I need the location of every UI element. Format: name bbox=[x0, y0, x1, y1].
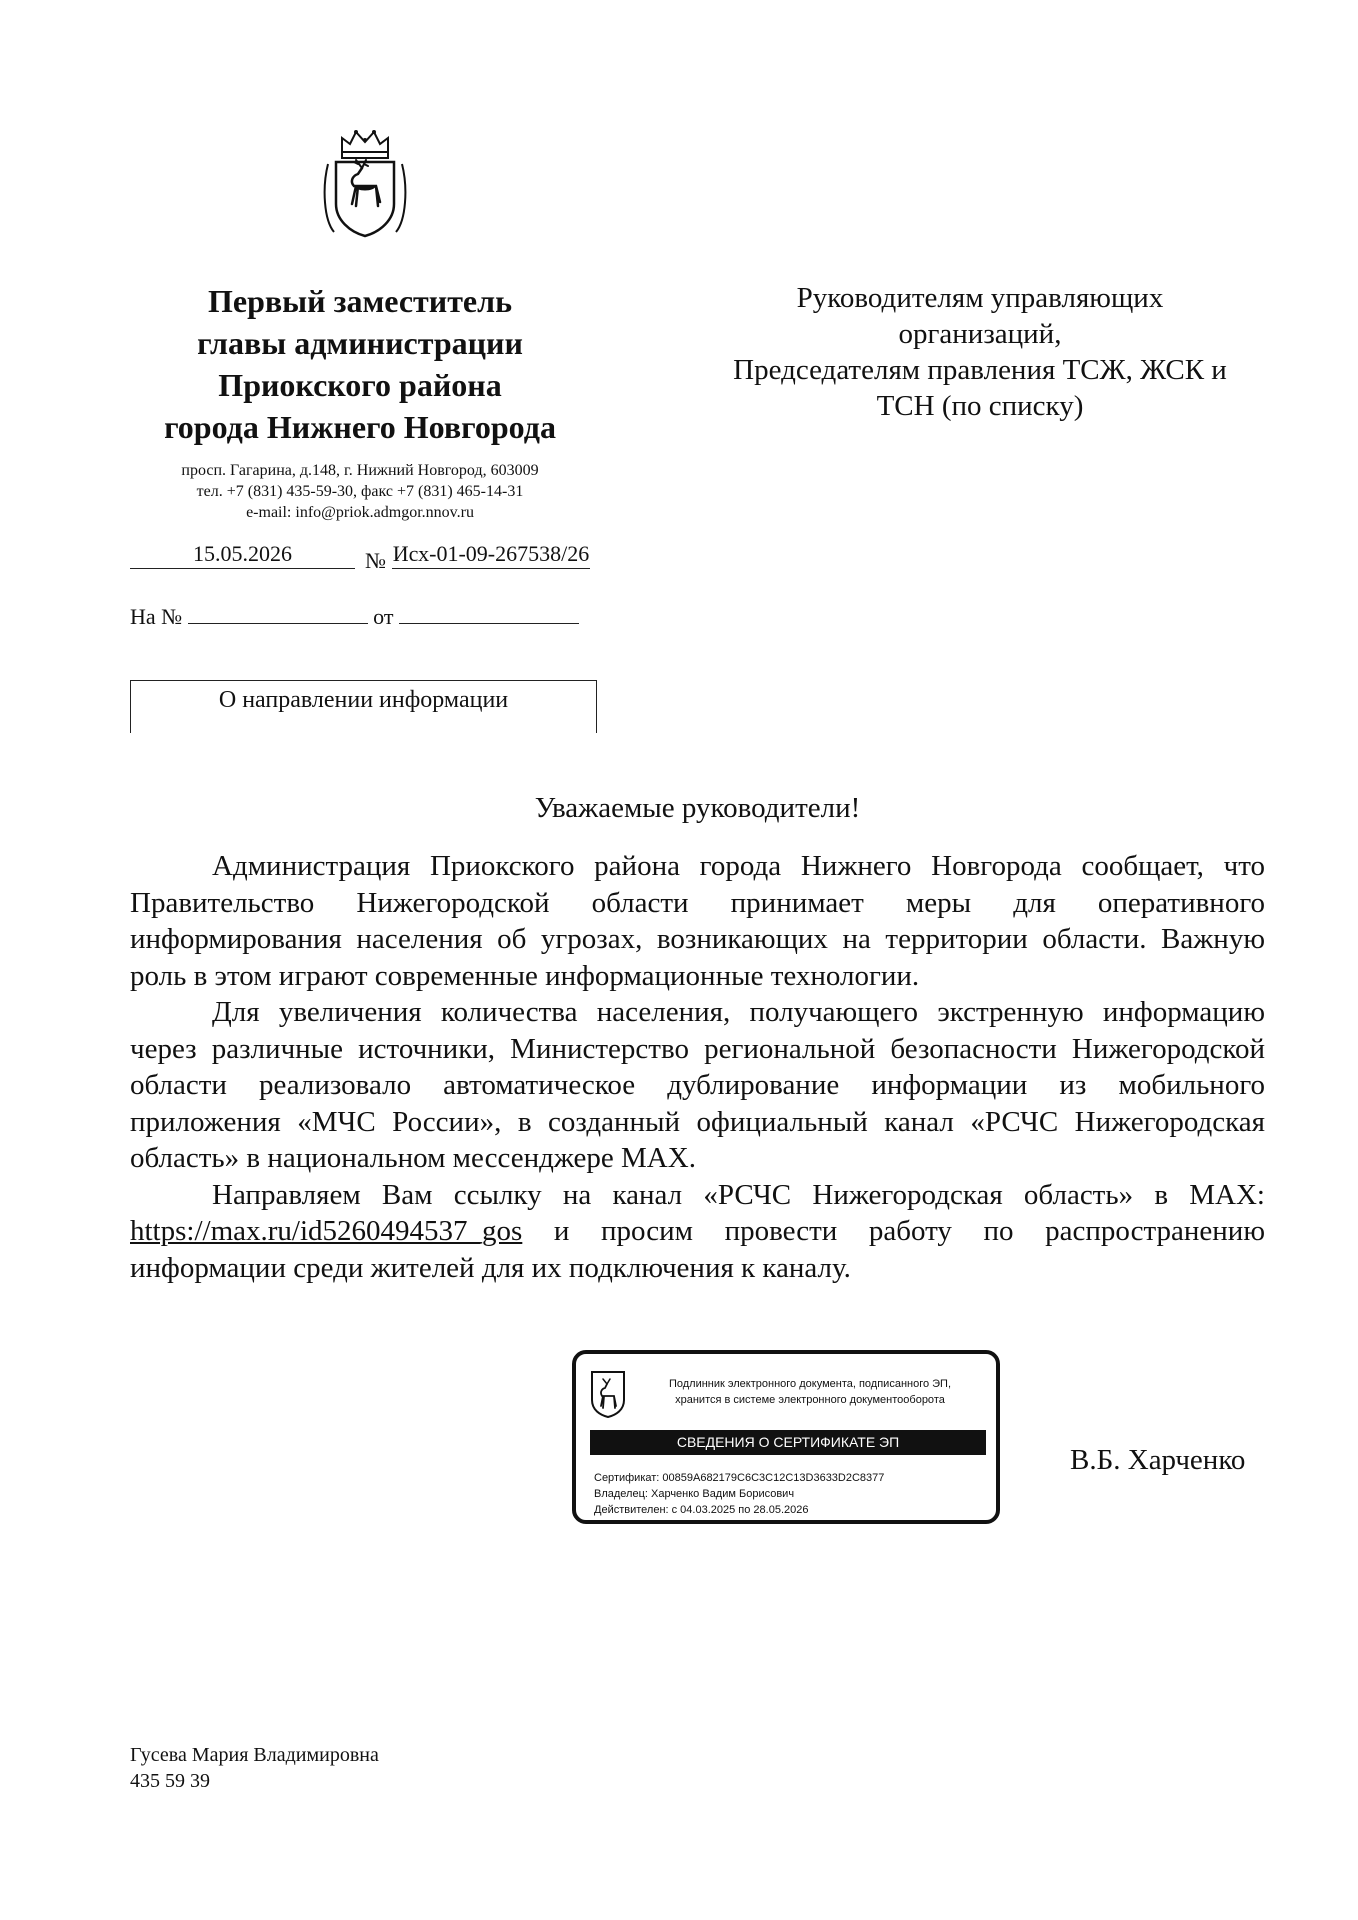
body-paragraph bbox=[130, 994, 1265, 1177]
sender-phones: тел. +7 (831) 435-59-30, факс +7 (831) 465-14-31 bbox=[196, 483, 524, 500]
certificate-owner: Владелец: Харченко Вадим Борисович bbox=[594, 1488, 795, 1500]
coat-of-arms-icon bbox=[590, 1370, 626, 1418]
body-paragraph-text: и просим провести работу по распространению информации среди жителей для их подключения к каналу. bbox=[130, 1215, 1265, 1284]
reference-from: от bbox=[373, 604, 394, 629]
channel-link[interactable]: https://max.ru/id5260494537_gos bbox=[130, 1215, 523, 1247]
reference-line bbox=[130, 603, 579, 631]
sender-title-line: Приокского района bbox=[218, 367, 502, 403]
body-paragraph: Администрация Приокского района города Нижнего Новгорода сообщает, что Правительство Нижегородской области принимает меры для оперативного информирования населения об угрозах, возникающих на территории области. Важную роль в этом играют современные информационные технологии. bbox=[130, 850, 1265, 992]
stamp-note-line: хранится в системе электронного документооборота bbox=[675, 1394, 945, 1406]
sender-title bbox=[110, 280, 610, 448]
coat-of-arms-icon bbox=[320, 128, 410, 240]
body-paragraph-text: Для увеличения количества населения, получающего экстренную информацию через различные источники, Министерство региональной безопасности Нижегородской области реализовало автоматическое дублирование информации из мобильного приложения «МЧС России», в созданный официальный канал «РСЧС Нижегородская область» в национальном мессенджере MAX. bbox=[130, 996, 1265, 1174]
registration-date: 15.05.2026 bbox=[130, 540, 355, 569]
recipient-line: Председателям правления ТСЖ, ЖСК и bbox=[733, 354, 1227, 386]
number-sign: № bbox=[365, 548, 386, 573]
certificate-number: Сертификат: 00859A682179C6C3C12C13D3633D2C8377 bbox=[594, 1472, 885, 1484]
executor-name: Гусева Мария Владимировна bbox=[130, 1744, 379, 1766]
recipient-line: ТСН (по списку) bbox=[876, 390, 1084, 422]
stamp-note bbox=[640, 1376, 980, 1408]
certificate-header-bar: СВЕДЕНИЯ О СЕРТИФИКАТЕ ЭП bbox=[590, 1430, 986, 1455]
body-paragraph bbox=[130, 1177, 1265, 1287]
body-paragraph-text: Направляем Вам ссылку на канал «РСЧС Нижегородская область» в MAX: bbox=[212, 1178, 1265, 1211]
recipient-line: организаций, bbox=[898, 318, 1062, 350]
sender-address bbox=[110, 460, 610, 523]
sender-postal-address: просп. Гагарина, д.148, г. Нижний Новгород, 603009 bbox=[181, 462, 539, 479]
electronic-signature-stamp bbox=[572, 1350, 1000, 1524]
reference-number-blank bbox=[188, 603, 368, 624]
recipient-line: Руководителям управляющих bbox=[796, 282, 1164, 314]
subject-box bbox=[130, 680, 597, 733]
certificate-validity: Действителен: с 04.03.2025 по 28.05.2026 bbox=[594, 1504, 809, 1516]
sender-title-line: главы администрации bbox=[197, 325, 523, 361]
certificate-details bbox=[594, 1470, 884, 1518]
letter-body bbox=[130, 848, 1265, 1286]
executor-block bbox=[130, 1742, 379, 1794]
stamp-note-line: Подлинник электронного документа, подписанного ЭП, bbox=[668, 1378, 952, 1390]
sender-email: e-mail: info@priok.admgor.nnov.ru bbox=[246, 504, 474, 521]
sender-title-line: Первый заместитель bbox=[208, 283, 512, 319]
reference-prefix: На № bbox=[130, 604, 183, 629]
recipient-block bbox=[690, 280, 1270, 424]
executor-phone: 435 59 39 bbox=[130, 1770, 210, 1792]
greeting: Уважаемые руководители! bbox=[534, 792, 861, 824]
signatory-name: В.Б. Харченко bbox=[1070, 1444, 1246, 1476]
registration-number: Исх-01-09-267538/26 bbox=[392, 540, 590, 569]
subject-text: О направлении информации bbox=[218, 687, 509, 713]
reference-date-blank bbox=[399, 603, 579, 624]
sender-title-line: города Нижнего Новгорода bbox=[164, 409, 556, 445]
